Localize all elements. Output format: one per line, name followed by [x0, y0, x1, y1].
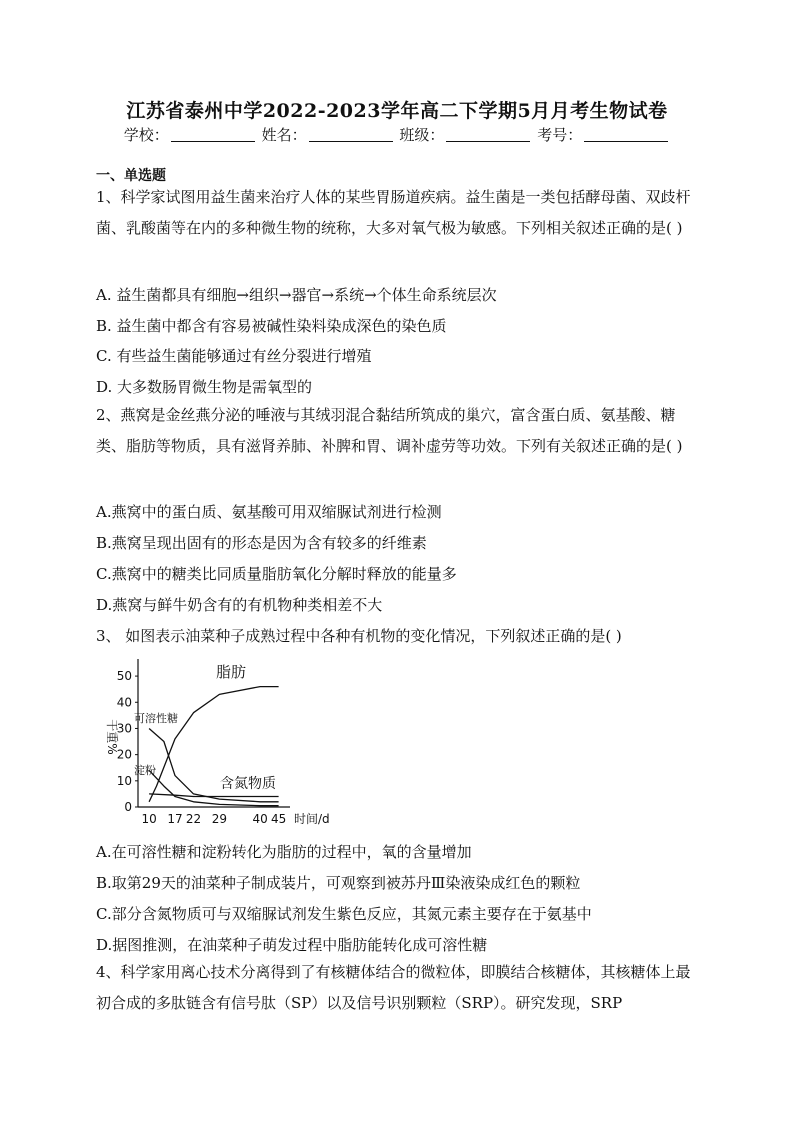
question-4-stem: 4、科学家用离心技术分离得到了有核糖体结合的微粒体，即膜结合核糖体，其核糖体上最初合成的多肽链含有信号肽（SP）以及信号识别颗粒（SRP）。研究发现，SRP — [96, 963, 691, 1012]
question-2-option-c: C.燕窝中的糖类比同质量脂肪氧化分解时释放的能量多 — [96, 565, 457, 583]
name-blank — [309, 127, 393, 142]
section-title: 一、单选题 — [96, 168, 166, 184]
organic-matter-chart — [96, 655, 336, 835]
y-tick-label: 50 — [116, 669, 132, 684]
question-3-option-b: B.取第29天的油菜种子制成装片，可观察到被苏丹Ⅲ染液染成红色的颗粒 — [96, 874, 581, 892]
student-info-line — [0, 124, 794, 145]
question-2-option-b: B.燕窝呈现出固有的形态是因为含有较多的纤维素 — [96, 534, 427, 552]
y-tick-label: 20 — [116, 747, 132, 762]
question-2-option-d: D.燕窝与鲜牛奶含有的有机物种类相差不大 — [96, 596, 383, 614]
series-label: 可溶性糖 — [134, 712, 178, 725]
x-tick-label: 17 — [167, 812, 183, 826]
question-3-option-d: D.据图推测，在油菜种子萌发过程中脂肪能转化成可溶性糖 — [96, 936, 488, 954]
question-3-stem: 3、 如图表示油菜种子成熟过程中各种有机物的变化情况，下列叙述正确的是( ) — [96, 627, 622, 645]
class-label: 班级： — [399, 126, 445, 144]
y-tick-label: 10 — [116, 773, 132, 788]
question-1-option-a: A. 益生菌都具有细胞→组织→器官→系统→个体生命系统层次 — [96, 286, 497, 304]
x-tick-label: 22 — [185, 812, 202, 826]
question-1-option-b: B. 益生菌中都含有容易被碱性染料染成深色的染色质 — [96, 317, 447, 335]
series-label: 含氮物质 — [220, 776, 276, 792]
x-tick-label: 29 — [211, 812, 228, 826]
question-2-option-a: A.燕窝中的蛋白质、氨基酸可用双缩脲试剂进行检测 — [96, 503, 442, 521]
question-1-option-d: D. 大多数肠胃微生物是需氧型的 — [96, 378, 313, 396]
question-3-option-c: C.部分含氮物质可与双缩脲试剂发生紫色反应，其氮元素主要存在于氨基中 — [96, 905, 592, 923]
x-tick-label: 10 — [141, 812, 157, 826]
school-label: 学校： — [123, 126, 169, 144]
series-label: 脂肪 — [216, 663, 247, 681]
question-3-option-a: A.在可溶性糖和淀粉转化为脂肪的过程中，氧的含量增加 — [96, 843, 472, 861]
series-label: 淀粉 — [134, 764, 156, 777]
school-blank — [171, 127, 255, 142]
y-tick-label: 30 — [116, 721, 132, 736]
x-tick-label: 45 — [270, 812, 287, 826]
y-axis-label: 干重% — [105, 719, 119, 755]
class-blank — [446, 127, 530, 142]
exam-title: 江苏省泰州中学2022-2023学年高二下学期5月月考生物试卷 — [126, 100, 668, 122]
exam-number-label: 考号： — [537, 126, 583, 144]
y-tick-label: 0 — [124, 800, 132, 814]
x-axis-label: 时间/d — [294, 812, 330, 826]
x-tick-label: 40 — [252, 812, 268, 826]
question-2-stem: 2、燕窝是金丝燕分泌的唾液与其绒羽混合黏结所筑成的巢穴，富含蛋白质、氨基酸、糖类、脂肪等物质，具有滋肾养肺、补脾和胃、调补虚劳等功效。下列有关叙述正确的是( ) — [96, 406, 683, 455]
chart-text — [105, 663, 330, 826]
name-label: 姓名： — [261, 126, 307, 144]
exam-number-blank — [584, 127, 668, 142]
question-1-stem: 1、科学家试图用益生菌来治疗人体的某些胃肠道疾病。益生菌是一类包括酵母菌、双歧杆菌、乳酸菌等在内的多种微生物的统称，大多对氧气极为敏感。下列相关叙述正确的是( ) — [96, 188, 691, 237]
question-1-option-c: C. 有些益生菌能够通过有丝分裂进行增殖 — [96, 347, 372, 365]
series-line-3 — [149, 794, 279, 797]
y-tick-label: 40 — [116, 695, 132, 710]
